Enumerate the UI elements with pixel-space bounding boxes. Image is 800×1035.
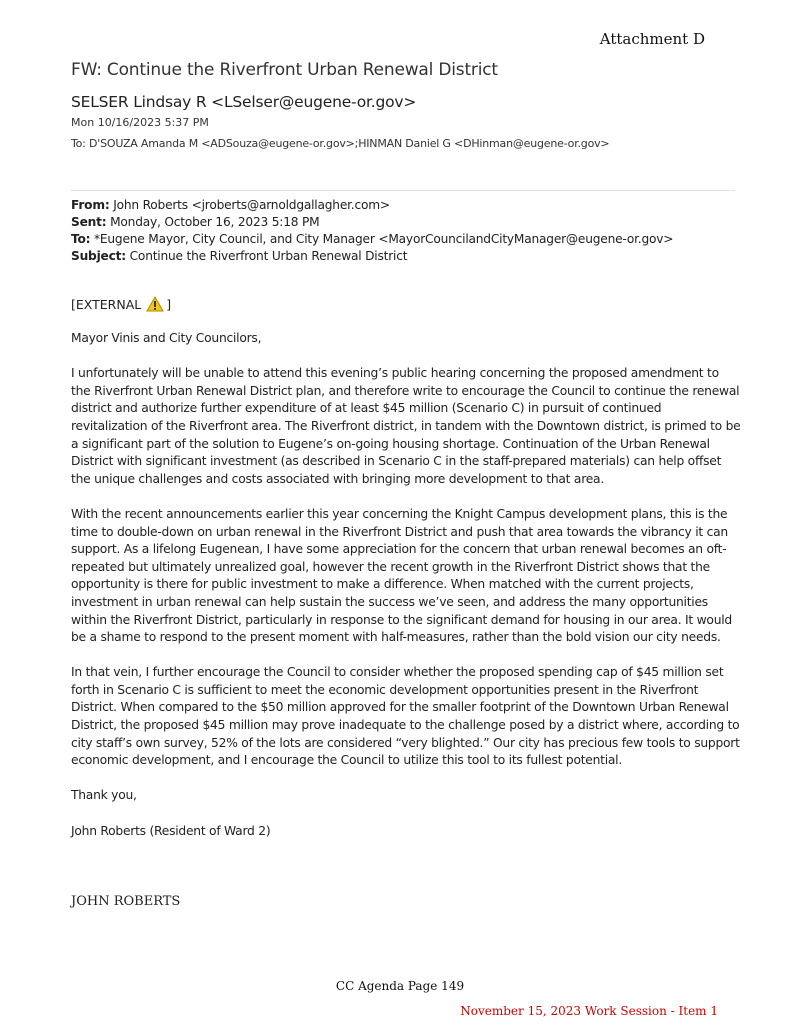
divider — [71, 190, 735, 191]
subject-value: Continue the Riverfront Urban Renewal District — [125, 249, 408, 263]
subject-label: Subject: — [71, 249, 126, 263]
external-prefix: [EXTERNAL — [71, 296, 142, 312]
signature-name: JOHN ROBERTS — [71, 894, 181, 909]
forwarded-subject — [71, 248, 751, 265]
footer-session-label: November 15, 2023 Work Session - Item 1 — [460, 1004, 718, 1018]
attachment-label: Attachment D — [599, 30, 705, 48]
footer-page-number: CC Agenda Page 149 — [335, 979, 465, 993]
closing: Thank you, — [71, 788, 137, 803]
warning-icon — [146, 296, 164, 312]
body-paragraph-1: I unfortunately will be unable to attend this evening’s public hearing concerning the proposed amendment to the Riverfront Urban Renewal District plan, and therefore write to encourage the Council to continue the renewal district and authorize further expenditure of at least $45 million (Scenario C) in pursuit of continued revitalization of the Riverfront area. The Riverfront district, in tandem with the Downtown district, is primed to be a significant part of the solution to Eugene’s on-going housing shortage. Continuation of the Urban Renewal District with significant investment (as described in Scenario C in the staff-prepared materials) can help offset the unique challenges and costs associated with bringing more development to that area. — [71, 366, 741, 486]
from-label: From: — [71, 198, 110, 212]
forwarded-header — [71, 197, 751, 265]
email-sender: SELSER Lindsay R <LSelser@eugene-or.gov> — [71, 93, 417, 111]
forwarded-from — [71, 197, 751, 214]
email-date: Mon 10/16/2023 5:37 PM — [71, 116, 209, 129]
to-label: To: — [71, 232, 91, 246]
email-subject: FW: Continue the Riverfront Urban Renewal District — [71, 60, 498, 80]
forwarded-to — [71, 231, 751, 248]
sent-value: Monday, October 16, 2023 5:18 PM — [106, 215, 320, 229]
to-value: *Eugene Mayor, City Council, and City Manager <MayorCouncilandCityManager@eugene-or.gov> — [90, 232, 674, 246]
from-value: John Roberts <jroberts@arnoldgallagher.com> — [109, 198, 390, 212]
external-suffix: ] — [166, 296, 172, 312]
body-paragraph-2: With the recent announcements earlier this year concerning the Knight Campus development plans, this is the time to double-down on urban renewal in the Riverfront District and push that area towards the vibrancy it can support. As a lifelong Eugenean, I have some appreciation for the concern that urban renewal becomes an oft-repeated but ultimately unrealized goal, however the recent growth in the Riverfront District shows that the opportunity is there for public investment to make a difference. When matched with the current projects, investment in urban renewal can help sustain the success we’ve seen, and address the many opportunities within the Riverfront District, particularly in response to the significant demand for housing in our area. It would be a shame to respond to the present moment with half-measures, rather than the bold vision our city needs. — [71, 506, 732, 645]
sent-label: Sent: — [71, 215, 107, 229]
forwarded-sent — [71, 214, 751, 231]
greeting: Mayor Vinis and City Councilors, — [71, 331, 262, 345]
body-paragraph-3: In that vein, I further encourage the Council to consider whether the proposed spending cap of $45 million set forth in Scenario C is sufficient to meet the economic development opportunities present in the Riverfront District. When compared to the $50 million approved for the smaller footprint of the Downtown Urban Renewal District, the proposed $45 million may prove inadequate to the challenge posed by a district where, according to city staff’s own survey, 52% of the lots are considered “very blighted.” Our city has precious few tools to support economic development, and I encourage the Council to utilize this tool to its fullest potential. — [71, 665, 740, 768]
email-body — [71, 330, 741, 858]
email-recipients: To: D'SOUZA Amanda M <ADSouza@eugene-or.gov>;HINMAN Daniel G <DHinman@eugene-or.gov> — [71, 137, 610, 150]
signoff: John Roberts (Resident of Ward 2) — [71, 823, 271, 838]
external-tag — [71, 296, 171, 312]
